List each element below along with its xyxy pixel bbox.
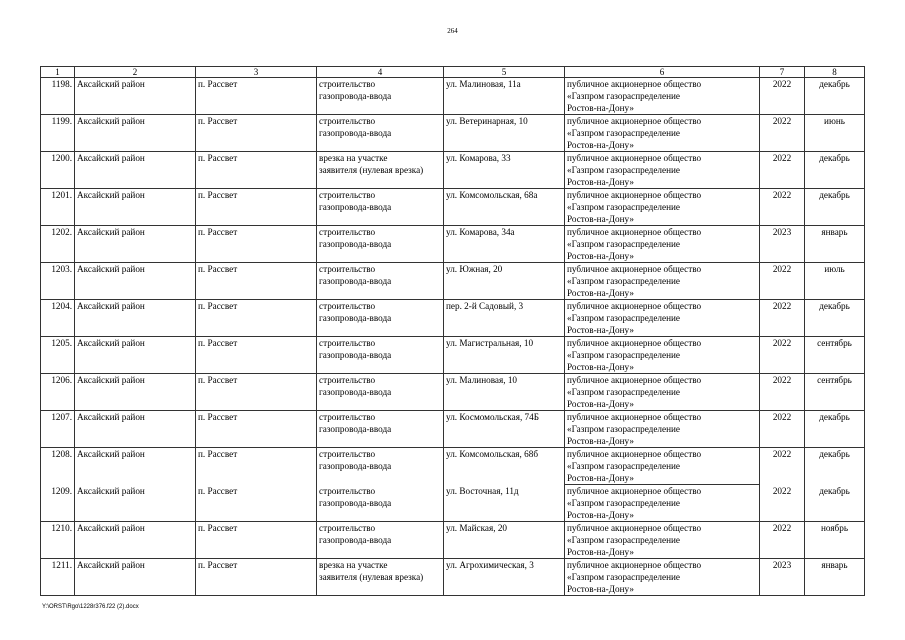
year-cell: 2022 <box>760 485 805 522</box>
work-type-cell-line: газопровода-ввода <box>319 313 392 323</box>
column-header: 3 <box>196 67 317 78</box>
year-cell: 2022 <box>760 115 805 152</box>
organization-cell-line: публичное акционерное общество <box>567 116 702 126</box>
work-type-cell-line: газопровода-ввода <box>319 91 392 101</box>
settlement-cell: п. Рассвет <box>196 300 317 337</box>
row-number-cell: 1211. <box>41 559 75 596</box>
table-row <box>41 448 865 485</box>
settlement-cell: п. Рассвет <box>196 374 317 411</box>
settlement-cell: п. Рассвет <box>196 226 317 263</box>
month-cell: декабрь <box>805 189 865 226</box>
column-header: 7 <box>760 67 805 78</box>
work-type-cell <box>317 152 444 189</box>
year-cell: 2023 <box>760 559 805 596</box>
month-cell: сентябрь <box>805 337 865 374</box>
work-type-cell-line: строительство <box>319 375 376 385</box>
table-row <box>41 115 865 152</box>
address-cell: ул. Малиновая, 10 <box>444 374 565 411</box>
organization-cell-line: Ростов-на-Дону» <box>567 510 634 520</box>
organization-cell-line: Ростов-на-Дону» <box>567 399 634 409</box>
work-type-cell-line: заявителя (нулевая врезка) <box>319 165 424 175</box>
page-number: 264 <box>447 27 458 35</box>
district-cell: Аксайский район <box>75 485 196 522</box>
district-cell: Аксайский район <box>75 374 196 411</box>
settlement-cell: п. Рассвет <box>196 448 317 485</box>
month-cell: июнь <box>805 115 865 152</box>
organization-cell <box>565 300 760 337</box>
settlement-cell: п. Рассвет <box>196 152 317 189</box>
work-type-cell-line: газопровода-ввода <box>319 276 392 286</box>
row-number-cell: 1205. <box>41 337 75 374</box>
month-cell: январь <box>805 559 865 596</box>
organization-cell-line: Ростов-на-Дону» <box>567 547 634 557</box>
year-cell: 2022 <box>760 448 805 485</box>
district-cell: Аксайский район <box>75 226 196 263</box>
row-number-cell: 1206. <box>41 374 75 411</box>
work-type-cell-line: строительство <box>319 79 376 89</box>
organization-cell-line: «Газпром газораспределение <box>567 165 680 175</box>
row-number-cell: 1207. <box>41 411 75 448</box>
work-type-cell-line: газопровода-ввода <box>319 350 392 360</box>
district-cell: Аксайский район <box>75 115 196 152</box>
table-row <box>41 300 865 337</box>
address-cell: ул. Комсомольская, 68а <box>444 189 565 226</box>
work-type-cell <box>317 559 444 596</box>
address-cell: ул. Комсомольская, 68б <box>444 448 565 485</box>
work-type-cell-line: строительство <box>319 338 376 348</box>
organization-cell-line: «Газпром газораспределение <box>567 535 680 545</box>
organization-cell-line: публичное акционерное общество <box>567 412 702 422</box>
row-number-cell: 1198. <box>41 78 75 115</box>
organization-cell-line: «Газпром газораспределение <box>567 313 680 323</box>
organization-cell-line: публичное акционерное общество <box>567 301 702 311</box>
work-type-cell <box>317 226 444 263</box>
work-type-cell-line: строительство <box>319 412 376 422</box>
district-cell: Аксайский район <box>75 559 196 596</box>
work-type-cell-line: врезка на участке <box>319 153 388 163</box>
work-type-cell-line: строительство <box>319 449 376 459</box>
row-number-cell: 1209. <box>41 485 75 522</box>
year-cell: 2022 <box>760 522 805 559</box>
organization-cell <box>565 448 760 485</box>
work-type-cell-line: строительство <box>319 264 376 274</box>
address-cell: ул. Комарова, 33 <box>444 152 565 189</box>
table-row <box>41 78 865 115</box>
district-cell: Аксайский район <box>75 411 196 448</box>
address-cell: ул. Ветеринарная, 10 <box>444 115 565 152</box>
organization-cell-line: публичное акционерное общество <box>567 449 702 459</box>
table-row <box>41 189 865 226</box>
organization-cell-line: Ростов-на-Дону» <box>567 436 634 446</box>
table-row <box>41 374 865 411</box>
column-header: 1 <box>41 67 75 78</box>
organization-cell <box>565 559 760 596</box>
month-cell: январь <box>805 226 865 263</box>
district-cell: Аксайский район <box>75 300 196 337</box>
month-cell: декабрь <box>805 485 865 522</box>
settlement-cell: п. Рассвет <box>196 263 317 300</box>
table-row <box>41 411 865 448</box>
table-row <box>41 263 865 300</box>
work-type-cell <box>317 189 444 226</box>
organization-cell-line: публичное акционерное общество <box>567 190 702 200</box>
row-number-cell: 1199. <box>41 115 75 152</box>
organization-cell <box>565 374 760 411</box>
settlement-cell: п. Рассвет <box>196 189 317 226</box>
work-type-cell <box>317 485 444 522</box>
organization-cell-line: «Газпром газораспределение <box>567 461 680 471</box>
organization-cell-line: Ростов-на-Дону» <box>567 362 634 372</box>
work-type-cell <box>317 78 444 115</box>
work-type-cell-line: газопровода-ввода <box>319 202 392 212</box>
settlement-cell: п. Рассвет <box>196 522 317 559</box>
month-cell: декабрь <box>805 78 865 115</box>
work-type-cell-line: строительство <box>319 301 376 311</box>
organization-cell-line: Ростов-на-Дону» <box>567 177 634 187</box>
work-type-cell-line: строительство <box>319 116 376 126</box>
work-type-cell-line: строительство <box>319 227 376 237</box>
year-cell: 2022 <box>760 78 805 115</box>
district-cell: Аксайский район <box>75 189 196 226</box>
row-number-cell: 1208. <box>41 448 75 485</box>
month-cell: июль <box>805 263 865 300</box>
district-cell: Аксайский район <box>75 152 196 189</box>
month-cell: декабрь <box>805 411 865 448</box>
organization-cell-line: Ростов-на-Дону» <box>567 288 634 298</box>
organization-cell-line: Ростов-на-Дону» <box>567 214 634 224</box>
district-cell: Аксайский район <box>75 78 196 115</box>
work-type-cell <box>317 374 444 411</box>
settlement-cell: п. Рассвет <box>196 411 317 448</box>
settlement-cell: п. Рассвет <box>196 115 317 152</box>
table-row <box>41 226 865 263</box>
year-cell: 2022 <box>760 411 805 448</box>
table-row <box>41 485 865 522</box>
row-number-cell: 1202. <box>41 226 75 263</box>
organization-cell-line: публичное акционерное общество <box>567 153 702 163</box>
gas-connection-table <box>40 66 865 596</box>
month-cell: ноябрь <box>805 522 865 559</box>
organization-cell-line: Ростов-на-Дону» <box>567 251 634 261</box>
organization-cell-line: Ростов-на-Дону» <box>567 103 634 113</box>
organization-cell-line: «Газпром газораспределение <box>567 276 680 286</box>
row-number-cell: 1201. <box>41 189 75 226</box>
settlement-cell: п. Рассвет <box>196 78 317 115</box>
row-number-cell: 1204. <box>41 300 75 337</box>
organization-cell-line: «Газпром газораспределение <box>567 498 680 508</box>
year-cell: 2022 <box>760 337 805 374</box>
district-cell: Аксайский район <box>75 522 196 559</box>
organization-cell-line: публичное акционерное общество <box>567 486 702 496</box>
table-row <box>41 522 865 559</box>
column-header: 8 <box>805 67 865 78</box>
work-type-cell <box>317 337 444 374</box>
organization-cell-line: Ростов-на-Дону» <box>567 584 634 594</box>
organization-cell-line: «Газпром газораспределение <box>567 202 680 212</box>
district-cell: Аксайский район <box>75 448 196 485</box>
column-header: 6 <box>565 67 760 78</box>
month-cell: декабрь <box>805 448 865 485</box>
year-cell: 2023 <box>760 226 805 263</box>
organization-cell <box>565 189 760 226</box>
organization-cell-line: «Газпром газораспределение <box>567 387 680 397</box>
row-number-cell: 1210. <box>41 522 75 559</box>
document-path-footer: Y:\ORST\Rgo\1228r376.f22 (2).docx <box>42 604 139 610</box>
work-type-cell-line: газопровода-ввода <box>319 387 392 397</box>
work-type-cell-line: врезка на участке <box>319 560 388 570</box>
organization-cell <box>565 226 760 263</box>
organization-cell <box>565 337 760 374</box>
address-cell: ул. Южная, 20 <box>444 263 565 300</box>
work-type-cell-line: строительство <box>319 190 376 200</box>
work-type-cell-line: газопровода-ввода <box>319 424 392 434</box>
address-cell: ул. Комарова, 34а <box>444 226 565 263</box>
year-cell: 2022 <box>760 189 805 226</box>
work-type-cell <box>317 300 444 337</box>
organization-cell-line: «Газпром газораспределение <box>567 91 680 101</box>
address-cell: ул. Космомольская, 74Б <box>444 411 565 448</box>
month-cell: сентябрь <box>805 374 865 411</box>
organization-cell <box>565 115 760 152</box>
column-header: 4 <box>317 67 444 78</box>
organization-cell-line: «Газпром газораспределение <box>567 572 680 582</box>
year-cell: 2022 <box>760 374 805 411</box>
work-type-cell-line: заявителя (нулевая врезка) <box>319 572 424 582</box>
organization-cell-line: публичное акционерное общество <box>567 264 702 274</box>
year-cell: 2022 <box>760 263 805 300</box>
table-row <box>41 337 865 374</box>
district-cell: Аксайский район <box>75 263 196 300</box>
work-type-cell <box>317 263 444 300</box>
organization-cell <box>565 485 760 522</box>
year-cell: 2022 <box>760 300 805 337</box>
organization-cell-line: публичное акционерное общество <box>567 375 702 385</box>
table-row <box>41 559 865 596</box>
address-cell: ул. Малиновая, 11а <box>444 78 565 115</box>
row-number-cell: 1200. <box>41 152 75 189</box>
organization-cell-line: Ростов-на-Дону» <box>567 140 634 150</box>
organization-cell <box>565 411 760 448</box>
district-cell: Аксайский район <box>75 337 196 374</box>
organization-cell-line: «Газпром газораспределение <box>567 239 680 249</box>
organization-cell-line: публичное акционерное общество <box>567 560 702 570</box>
organization-cell-line: публичное акционерное общество <box>567 523 702 533</box>
year-cell: 2022 <box>760 152 805 189</box>
table-row <box>41 152 865 189</box>
month-cell: декабрь <box>805 152 865 189</box>
organization-cell-line: «Газпром газораспределение <box>567 350 680 360</box>
organization-cell <box>565 152 760 189</box>
work-type-cell <box>317 411 444 448</box>
work-type-cell-line: газопровода-ввода <box>319 128 392 138</box>
organization-cell-line: публичное акционерное общество <box>567 79 702 89</box>
work-type-cell <box>317 522 444 559</box>
work-type-cell-line: газопровода-ввода <box>319 461 392 471</box>
address-cell: пер. 2-й Садовый, 3 <box>444 300 565 337</box>
organization-cell-line: публичное акционерное общество <box>567 227 702 237</box>
work-type-cell-line: газопровода-ввода <box>319 239 392 249</box>
column-header: 5 <box>444 67 565 78</box>
organization-cell-line: публичное акционерное общество <box>567 338 702 348</box>
work-type-cell-line: газопровода-ввода <box>319 497 392 508</box>
column-number-header-row <box>41 67 865 78</box>
work-type-cell <box>317 115 444 152</box>
organization-cell-line: Ростов-на-Дону» <box>567 325 634 335</box>
address-cell: ул. Магистральная, 10 <box>444 337 565 374</box>
month-cell: декабрь <box>805 300 865 337</box>
settlement-cell: п. Рассвет <box>196 559 317 596</box>
organization-cell-line: «Газпром газораспределение <box>567 128 680 138</box>
settlement-cell: п. Рассвет <box>196 337 317 374</box>
organization-cell-line: Ростов-на-Дону» <box>567 473 634 483</box>
address-cell: ул. Агрохимическая, 3 <box>444 559 565 596</box>
work-type-cell-line: строительство <box>319 485 376 496</box>
organization-cell <box>565 522 760 559</box>
address-cell: ул. Майская, 20 <box>444 522 565 559</box>
column-header: 2 <box>75 67 196 78</box>
organization-cell-line: «Газпром газораспределение <box>567 424 680 434</box>
work-type-cell-line: газопровода-ввода <box>319 535 392 545</box>
work-type-cell-line: строительство <box>319 523 376 533</box>
work-type-cell <box>317 448 444 485</box>
settlement-cell: п. Рассвет <box>196 485 317 522</box>
table-body <box>41 78 865 596</box>
row-number-cell: 1203. <box>41 263 75 300</box>
organization-cell <box>565 263 760 300</box>
organization-cell <box>565 78 760 115</box>
address-cell: ул. Восточная, 11д <box>444 485 565 522</box>
